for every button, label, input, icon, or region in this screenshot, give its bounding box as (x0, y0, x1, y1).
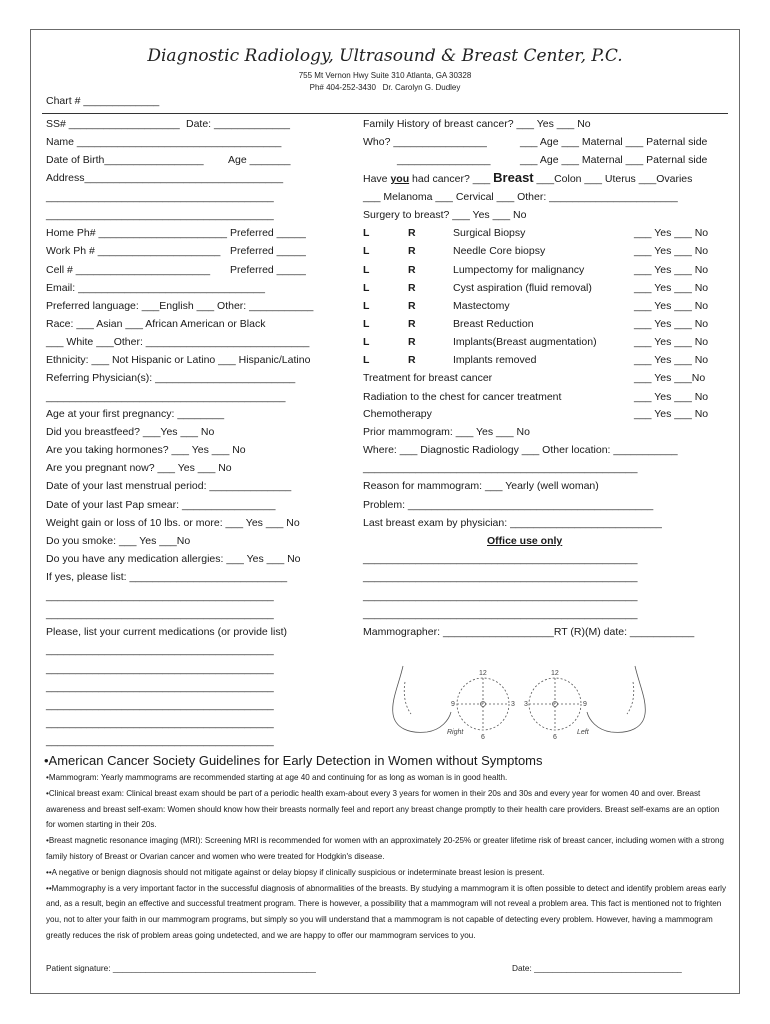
family-age-side-field-2[interactable]: ___ Age ___ Maternal ___ Paternal side (520, 154, 708, 166)
home-phone-field[interactable]: Home Ph# ______________________ (46, 227, 227, 239)
patient-signature-field[interactable]: Patient signature: ____________________________________________ (46, 963, 316, 973)
guideline-mri: •Breast magnetic resonance imaging (MRI): Screening MRI is recommended for women with an approximately 20-25% or greater lifetime risk of breast cancer, including women with a strong family history of Breast or Ovarian cancer and women who were treated for Hodgkin's disease. (46, 836, 725, 861)
hormones-field[interactable]: Are you taking hormones? ___ Yes ___ No (46, 444, 246, 456)
guideline-clinical-exam: •Clinical breast exam: Clinical breast exam should be part of a periodic health exam-about every 3 years for women in their 20s and 30s and every year for women 40 and over. Breast awareness and breast self-exam: Women should know how their breasts normally feel and report any breast change promptly to their health care providers. Breast self-exams are an option for women starting in their 20s. (46, 788, 720, 830)
radiation-yes-no[interactable]: ___ Yes ___ No (634, 391, 709, 403)
address-line-2[interactable]: _______________________________________ (46, 191, 274, 203)
pregnant-field[interactable]: Are you pregnant now? ___ Yes ___ No (46, 462, 232, 474)
home-phone-preferred[interactable]: Preferred _____ (230, 227, 306, 239)
pap-smear-field[interactable]: Date of your last Pap smear: ________________ (46, 499, 276, 511)
procedure-yes-no[interactable]: ___ Yes ___ No (634, 264, 709, 276)
right-breast-label: Right (447, 729, 464, 736)
right-clock-6: 6 (481, 734, 485, 741)
left-clock-3: 3 (524, 701, 528, 708)
signature-date-field[interactable]: Date: ________________________________ (512, 963, 682, 973)
procedure-right-letter[interactable]: R (408, 227, 416, 239)
procedure-label: Mastectomy (453, 300, 510, 312)
chemo-label: Chemotherapy (363, 408, 432, 420)
you-emphasis: you (390, 173, 410, 185)
family-who-field[interactable]: Who? ________________ (363, 136, 487, 148)
left-breast-inner (627, 682, 634, 714)
clinic-phone-doctor: Ph# 404-252-3430 Dr. Carolyn G. Dudley (309, 83, 461, 92)
family-history-field[interactable]: Family History of breast cancer? ___ Yes ___ No (363, 118, 591, 130)
referring-physician-line-2[interactable]: _________________________________________ (46, 391, 286, 403)
left-clock-12: 12 (551, 670, 559, 677)
office-use-line-2[interactable]: _______________________________________________ (363, 571, 638, 583)
procedure-left-letter[interactable]: L (363, 227, 370, 239)
allergies-line-2[interactable]: _______________________________________ (46, 590, 274, 602)
treatment-label: Treatment for breast cancer (363, 372, 493, 384)
office-use-line-4[interactable]: _______________________________________________ (363, 608, 638, 620)
address-line-3[interactable]: _______________________________________ (46, 209, 274, 221)
right-clock-3: 3 (511, 701, 515, 708)
right-clock-9: 9 (451, 701, 455, 708)
work-phone-preferred[interactable]: Preferred _____ (230, 245, 306, 257)
mammogram-reason-field[interactable]: Reason for mammogram: ___ Yearly (well woman) (363, 480, 599, 492)
date-field[interactable]: Date: _____________ (186, 118, 290, 130)
prior-mammogram-field[interactable]: Prior mammogram: ___ Yes ___ No (363, 426, 530, 438)
chart-number-field[interactable]: Chart # _____________ (46, 95, 160, 107)
cell-phone-field[interactable]: Cell # _______________________ (46, 264, 211, 276)
guideline-mammogram: •Mammogram: Yearly mammograms are recommended starting at age 40 and continuing for as long as woman is in good health. (46, 773, 508, 782)
weight-change-field[interactable]: Weight gain or loss of 10 lbs. or more: ___ Yes ___ No (46, 517, 300, 529)
procedure-right-letter[interactable]: R (408, 282, 416, 294)
procedure-right-letter[interactable]: R (408, 336, 416, 348)
procedure-label: Implants(Breast augmentation) (453, 336, 597, 348)
address-field[interactable]: Address__________________________________ (46, 172, 284, 184)
work-phone-field[interactable]: Work Ph # _____________________ (46, 245, 221, 257)
procedure-yes-no[interactable]: ___ Yes ___ No (634, 227, 709, 239)
medications-line-2[interactable]: _______________________________________ (46, 663, 274, 675)
procedure-yes-no[interactable]: ___ Yes ___ No (634, 282, 709, 294)
procedure-right-letter[interactable]: R (408, 354, 416, 366)
header-divider (42, 113, 728, 114)
race-field[interactable]: Race: ___ Asian ___ African American or Black (46, 318, 266, 330)
procedure-left-letter[interactable]: L (363, 300, 370, 312)
procedure-label: Cyst aspiration (fluid removal) (453, 282, 592, 294)
office-use-line-1[interactable]: _______________________________________________ (363, 553, 638, 565)
left-breast-label: Left (577, 729, 589, 736)
medications-line-5[interactable]: _______________________________________ (46, 717, 274, 729)
procedure-yes-no[interactable]: ___ Yes ___ No (634, 300, 709, 312)
name-field[interactable]: Name ___________________________________ (46, 136, 282, 148)
problem-field[interactable]: Problem: __________________________________________ (363, 499, 654, 511)
allergies-line-3[interactable]: _______________________________________ (46, 608, 274, 620)
had-cancer-field[interactable]: Have you had cancer? ___ Breast ___Colon ___ Uterus ___Ovaries (363, 170, 693, 185)
breastfeed-field[interactable]: Did you breastfeed? ___Yes ___ No (46, 426, 215, 438)
medications-label: Please, list your current medications (or provide list) (46, 626, 288, 638)
medications-line-4[interactable]: _______________________________________ (46, 699, 274, 711)
breast-clock-diagram (385, 662, 653, 742)
smoke-field[interactable]: Do you smoke: ___ Yes ___No (46, 535, 191, 547)
right-breast-inner (404, 682, 411, 714)
medications-line-6[interactable]: _______________________________________ (46, 735, 274, 747)
procedure-label: Implants removed (453, 354, 537, 366)
left-clock-6: 6 (553, 734, 557, 741)
procedure-right-letter[interactable]: R (408, 300, 416, 312)
procedure-yes-no[interactable]: ___ Yes ___ No (634, 354, 709, 366)
mammographer-field[interactable]: Mammographer: ___________________RT (R)(M) date: ___________ (363, 626, 695, 638)
medications-line-1[interactable]: _______________________________________ (46, 644, 274, 656)
left-clock-9: 9 (583, 701, 587, 708)
language-field[interactable]: Preferred language: ___English ___ Other: ___________ (46, 300, 314, 312)
guideline-negative-diagnosis: ••A negative or benign diagnosis should not mitigate against or delay biopsy if clinically suspicious or indeterminate breast lesion is present. (46, 867, 545, 877)
ssn-field[interactable]: SS# ___________________ (46, 118, 180, 130)
family-age-side-field[interactable]: ___ Age ___ Maternal ___ Paternal side (520, 136, 708, 148)
procedure-left-letter[interactable]: L (363, 336, 370, 348)
procedure-left-letter[interactable]: L (363, 354, 370, 366)
procedure-right-letter[interactable]: R (408, 264, 416, 276)
treatment-yes-no[interactable]: ___ Yes ___No (634, 372, 706, 384)
mammogram-location-line[interactable]: _______________________________________________ (363, 462, 638, 474)
procedure-label: Breast Reduction (453, 318, 534, 330)
cell-phone-preferred[interactable]: Preferred _____ (230, 264, 306, 276)
mammogram-location-field[interactable]: Where: ___ Diagnostic Radiology ___ Other location: ___________ (363, 444, 678, 456)
office-use-line-3[interactable]: _______________________________________________ (363, 590, 638, 602)
radiation-label: Radiation to the chest for cancer treatment (363, 391, 562, 403)
race-field-line-2[interactable]: ___ White ___Other: ____________________________ (46, 336, 310, 348)
ethnicity-field[interactable]: Ethnicity: ___ Not Hispanic or Latino ___ Hispanic/Latino (46, 354, 311, 366)
clinic-title: Diagnostic Radiology, Ultrasound & Breast Center, P.C. (147, 46, 623, 66)
procedure-left-letter[interactable]: L (363, 264, 370, 276)
family-who-field-2[interactable]: ________________ (397, 154, 491, 166)
procedure-left-letter[interactable]: L (363, 245, 370, 257)
right-clock-12: 12 (479, 670, 487, 677)
guideline-mammography-importance: ••Mammography is a very important factor in the successful diagnosis of abnormalities of the breasts. By studying a mammogram it is often possible to detect and identify problem areas early and, as a result, begin an effective and successful treatment program. There is however, a possibility that a mammogram will not reveal a problem area. This fact is mentioned not to frighten you, not to alter your faith in our mammogram programs, but simply so you will understand that a mammogram is not capable of detecting every problem. However, having a mammogram greatly reduces the risk of problem areas going undetected, and we are happy to offer our mammogram services to you. (46, 883, 727, 940)
allergies-list-field[interactable]: If yes, please list: ___________________________ (46, 571, 288, 583)
procedure-label: Surgical Biopsy (453, 227, 526, 239)
procedure-label: Needle Core biopsy (453, 245, 546, 257)
procedure-yes-no[interactable]: ___ Yes ___ No (634, 336, 709, 348)
allergies-field[interactable]: Do you have any medication allergies: ___ Yes ___ No (46, 553, 301, 565)
last-breast-exam-field[interactable]: Last breast exam by physician: __________________________ (363, 517, 662, 529)
breast-emphasis: Breast (493, 170, 534, 185)
referring-physician-field[interactable]: Referring Physician(s): ________________________ (46, 372, 296, 384)
clinic-address: 755 Mt Vernon Hwy Suite 310 Atlanta, GA 30328 (298, 71, 472, 80)
right-breast-outline (393, 666, 451, 732)
left-breast-outline (587, 666, 645, 732)
dob-field[interactable]: Date of Birth_________________ (46, 154, 204, 166)
office-use-heading: Office use only (487, 535, 563, 547)
age-field[interactable]: Age _______ (228, 154, 291, 166)
procedure-label: Lumpectomy for malignancy (453, 264, 585, 276)
procedure-right-letter[interactable]: R (408, 245, 416, 257)
guidelines-body (46, 770, 726, 944)
had-cancer-line-2[interactable]: ___ Melanoma ___ Cervical ___ Other: ______________________ (363, 191, 678, 203)
email-field[interactable]: Email: ________________________________ (46, 282, 265, 294)
medications-line-3[interactable]: _______________________________________ (46, 681, 274, 693)
procedure-left-letter[interactable]: L (363, 318, 370, 330)
menstrual-period-field[interactable]: Date of your last menstrual period: ______________ (46, 480, 292, 492)
procedure-left-letter[interactable]: L (363, 282, 370, 294)
first-pregnancy-field[interactable]: Age at your first pregnancy: ________ (46, 408, 225, 420)
guidelines-heading: •American Cancer Society Guidelines for Early Detection in Women without Symptoms (44, 753, 543, 768)
chemo-yes-no[interactable]: ___ Yes ___ No (634, 408, 709, 420)
breast-surgery-field[interactable]: Surgery to breast? ___ Yes ___ No (363, 209, 527, 221)
procedure-right-letter[interactable]: R (408, 318, 416, 330)
procedure-yes-no[interactable]: ___ Yes ___ No (634, 245, 709, 257)
procedure-yes-no[interactable]: ___ Yes ___ No (634, 318, 709, 330)
